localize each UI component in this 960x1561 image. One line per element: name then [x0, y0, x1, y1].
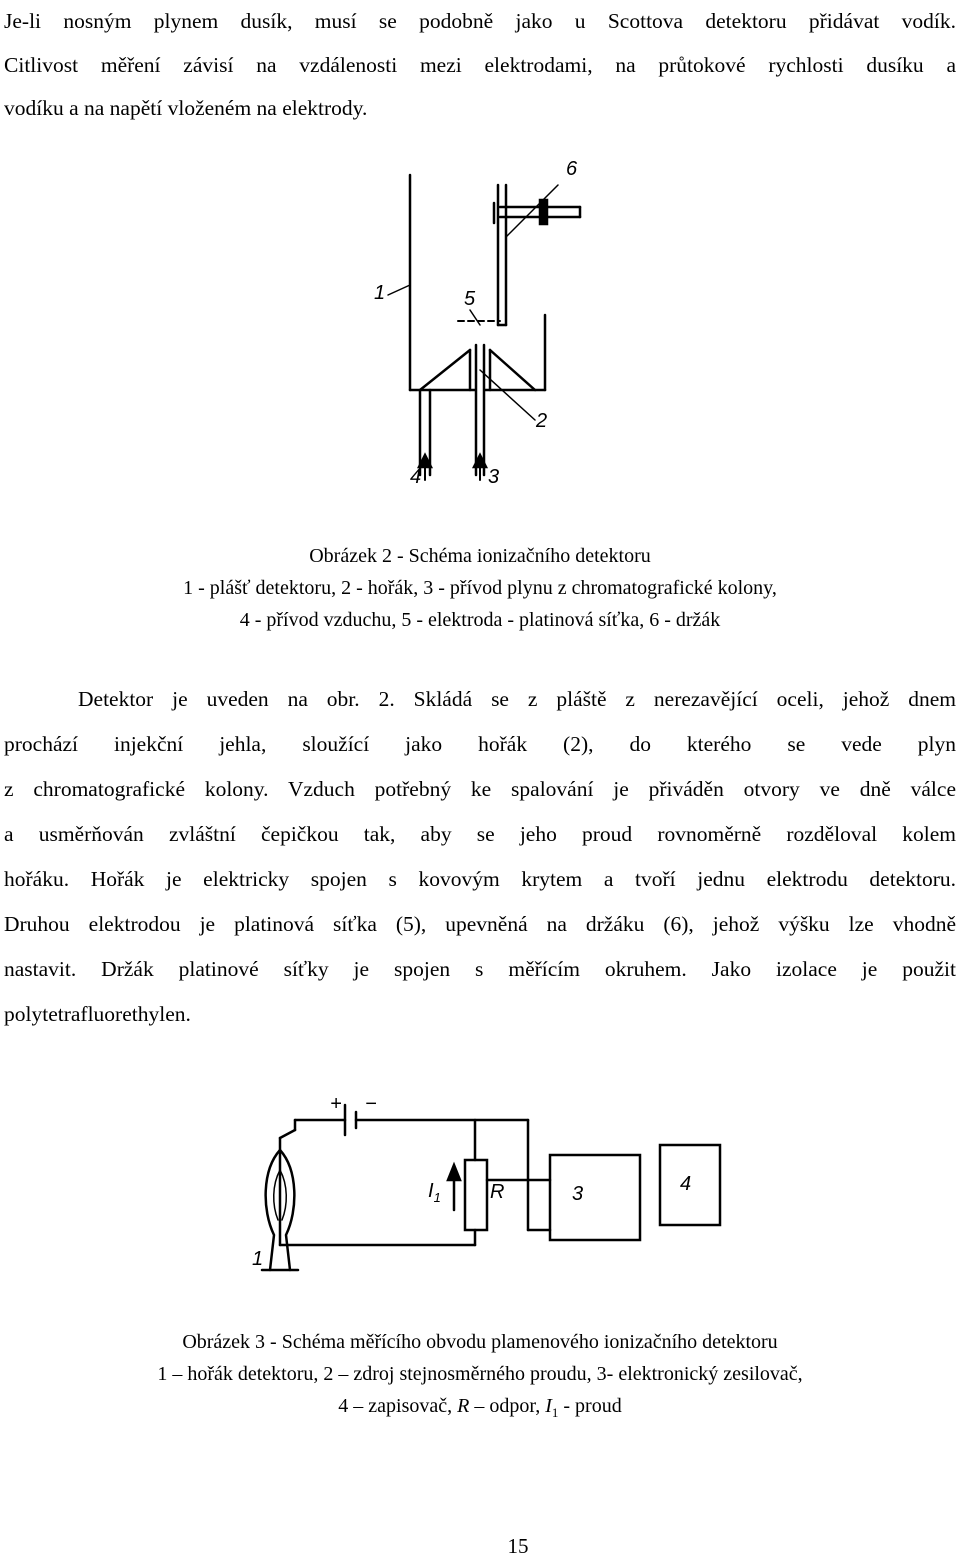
label-1: 1 — [374, 282, 386, 304]
label-2: 2 — [536, 410, 548, 432]
label-5: 5 — [464, 288, 476, 310]
page-number: 15 — [507, 1534, 529, 1558]
intro-line: Citlivost měření závisí na vzdálenosti mezi elektrodami, na průtokové rychlosti dusíku a — [4, 52, 956, 77]
body-line: polytetrafluorethylen. — [4, 1002, 191, 1026]
caption-line: 1 – hořák detektoru, 2 – zdroj stejnosměrného proudu, 3- elektronický zesilovač, — [157, 1363, 803, 1385]
plus-label: + — [330, 1093, 342, 1115]
caption-line: 4 - přívod vzduchu, 5 - elektroda - platinová síťka, 6 - držák — [239, 609, 721, 631]
body-line: Detektor je uveden na obr. 2. Skládá se z pláště z nerezavějící oceli, jehož dnem — [78, 687, 956, 711]
label-6: 6 — [566, 158, 578, 180]
intro-line: vodíku a na napětí vloženém na elektrody. — [4, 96, 368, 120]
body-line: z chromatografické kolony. Vzduch potřebný ke spalování je přiváděn otvory ve dně válce — [4, 777, 956, 801]
caption-title: Obrázek 3 - Schéma měřícího obvodu plamenového ionizačního detektoru — [182, 1331, 778, 1353]
body-line: hořáku. Hořák je elektricky spojen s kovovým krytem a tvoří jednu elektrodu detektoru. — [4, 867, 956, 891]
body-line: nastavit. Držák platinové síťky je spojen s měřícím okruhem. Jako izolace je použit — [4, 957, 956, 981]
label-3: 3 — [488, 466, 500, 488]
figure-2-caption — [0, 540, 960, 636]
recorder-label: 4 — [680, 1173, 692, 1195]
figure-3-caption — [0, 1326, 960, 1429]
caption-title: Obrázek 2 - Schéma ionizačního detektoru — [309, 545, 651, 567]
amplifier-label: 3 — [572, 1183, 584, 1205]
body-line: Druhou elektrodou je platinová síťka (5), upevněná na držáku (6), jehož výšku lze vhodně — [4, 912, 956, 936]
minus-label: − — [365, 1093, 377, 1115]
caption-line: 1 - plášť detektoru, 2 - hořák, 3 - přívod plynu z chromatografické kolony, — [183, 577, 777, 599]
body-line: a usměrňován zvláštní čepičkou tak, aby se jeho proud rovnoměrně rozděloval kolem — [4, 822, 956, 846]
burner-label: 1 — [252, 1248, 264, 1270]
current-label: $I_1$ — [428, 1180, 441, 1205]
ionization-detector-diagram — [330, 145, 630, 505]
intro-line: Je-li nosným plynem dusík, musí se podobně jako u Scottova detektoru přidávat vodík. — [4, 9, 956, 33]
intro-paragraph — [4, 0, 956, 131]
body-paragraph — [4, 677, 956, 1037]
measuring-circuit-diagram — [250, 1090, 730, 1295]
label-4: 4 — [410, 466, 422, 488]
caption-line: 4 – zapisovač, R – odpor, $I_1$ - proud — [338, 1395, 622, 1420]
body-line: prochází injekční jehla, sloužící jako hořák (2), do kterého se vede plyn — [4, 732, 956, 756]
resistor-label: R — [490, 1181, 505, 1203]
